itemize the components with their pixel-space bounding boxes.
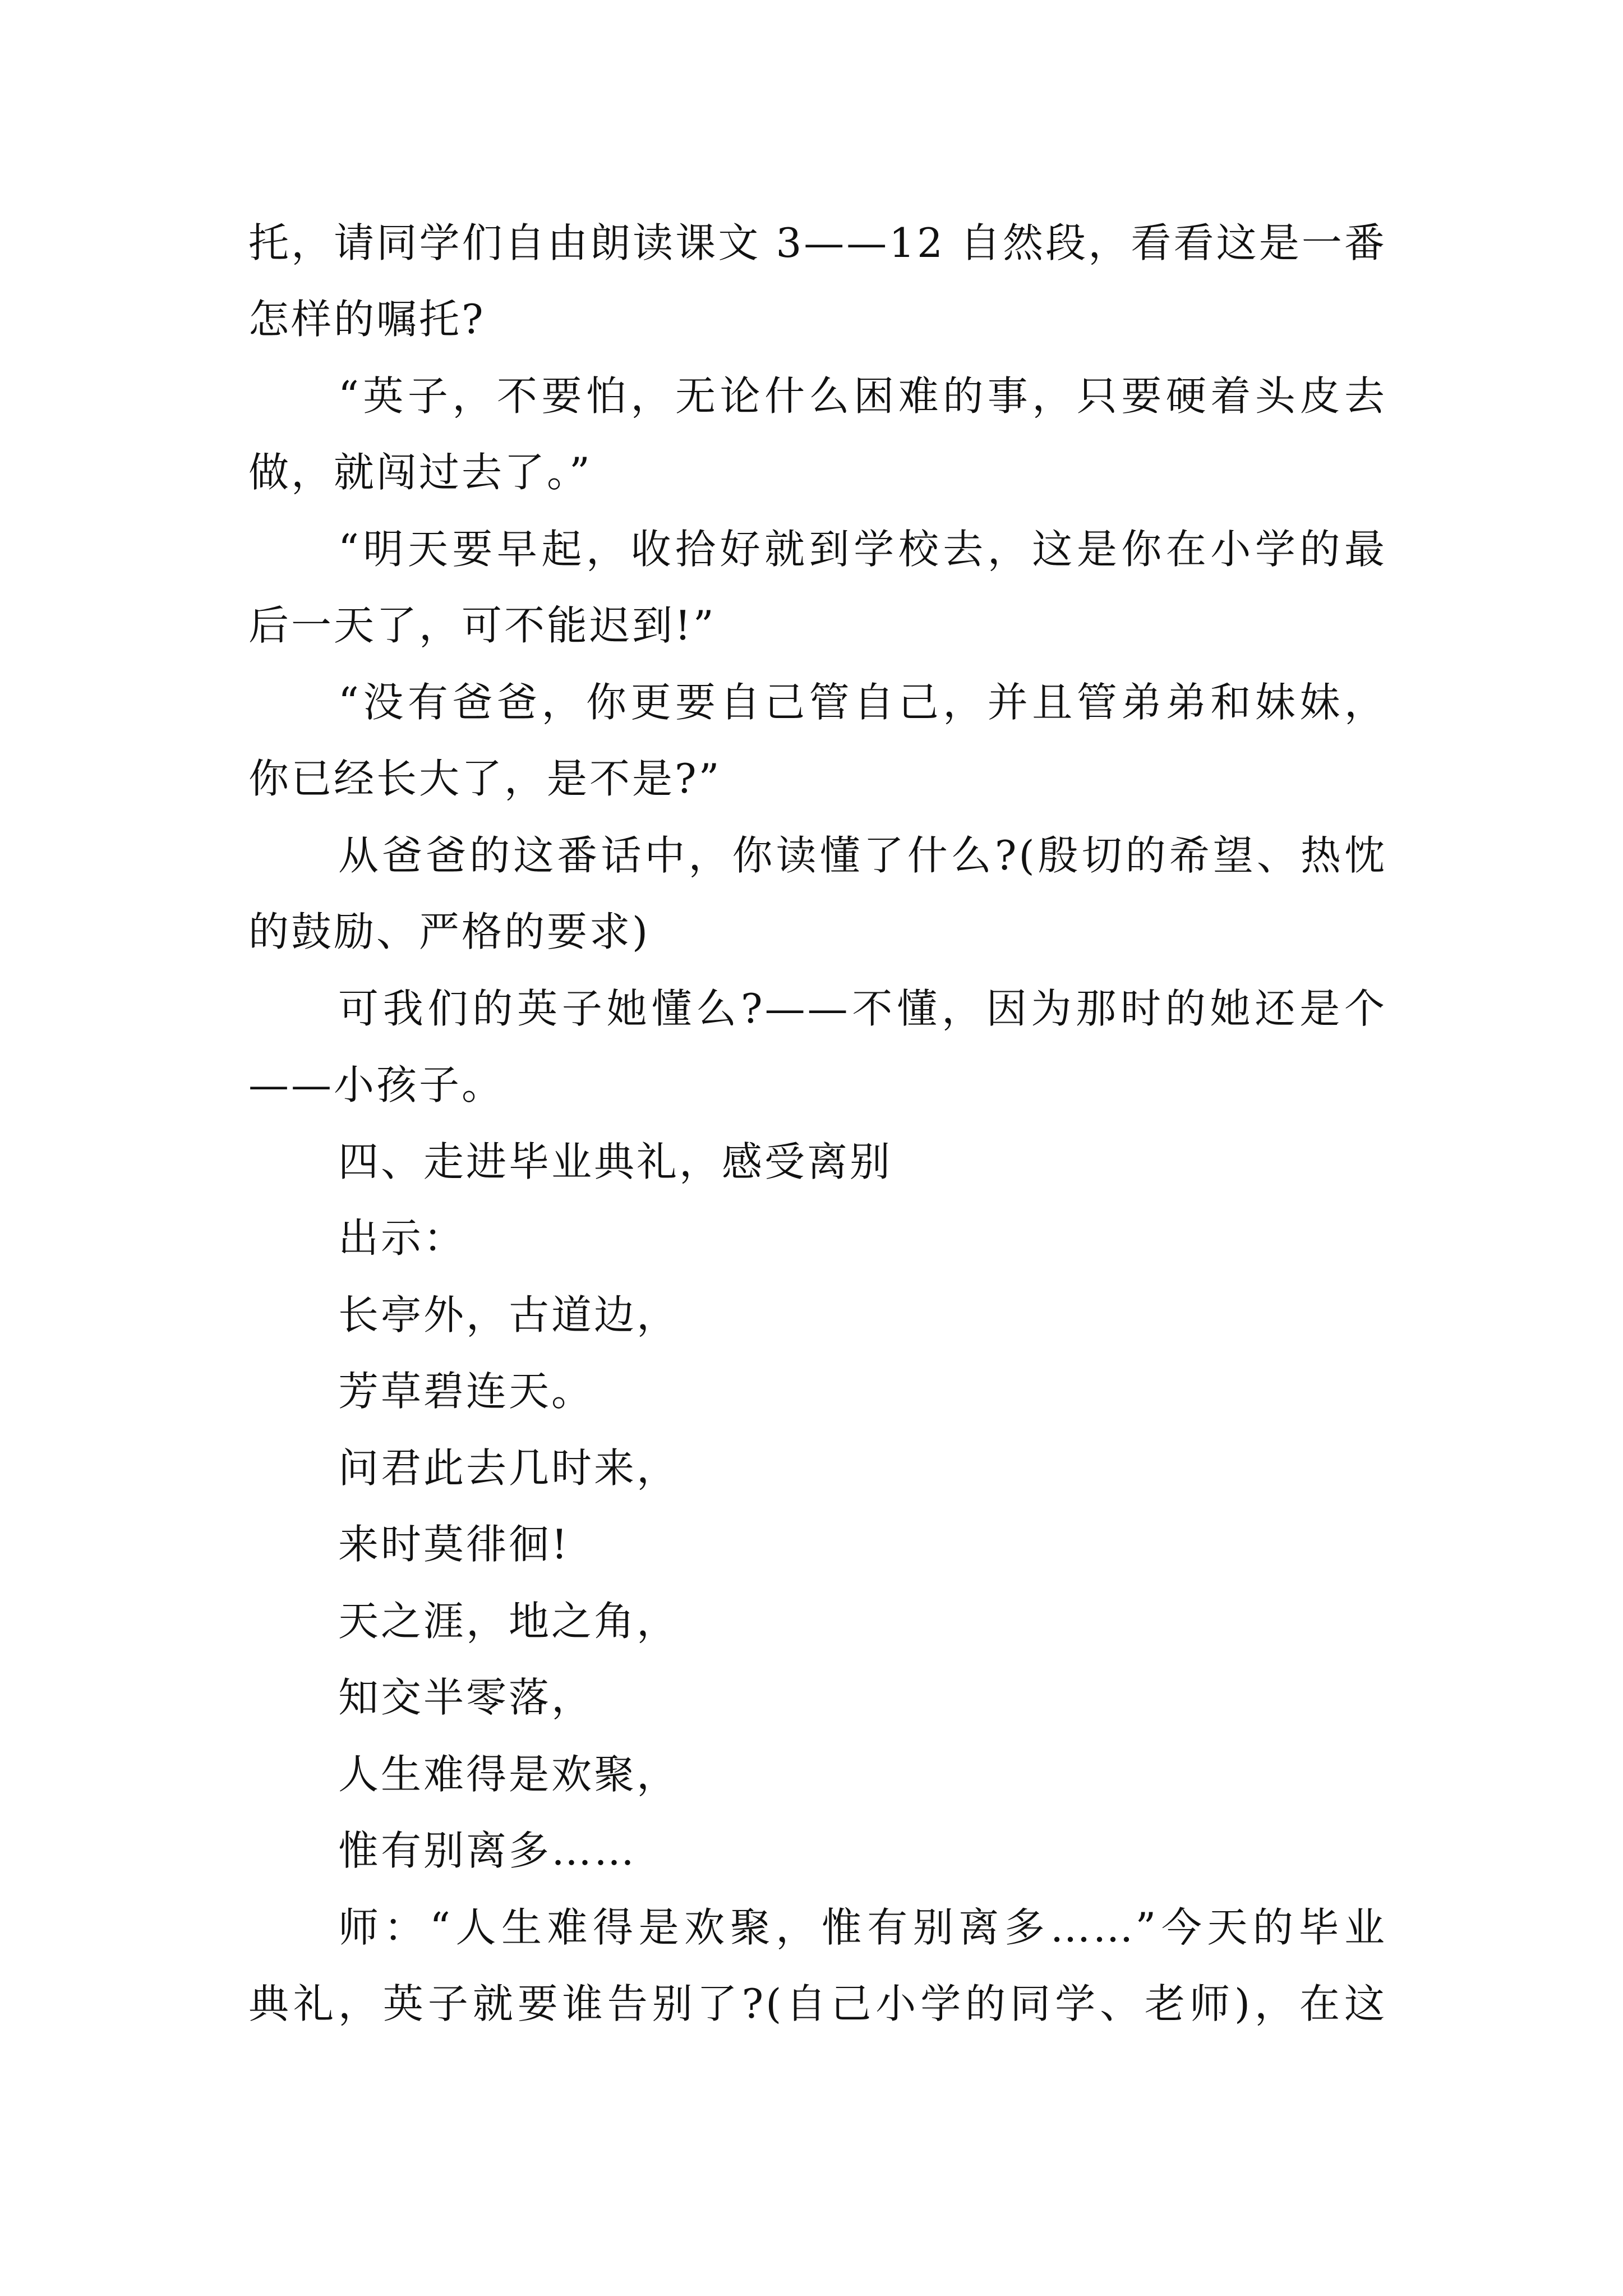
poem-line-5: 天之涯，地之角， [338, 1598, 680, 1645]
text-line-8: 你已经长大了，是不是?” [248, 755, 722, 802]
section-heading: 四、走进毕业典礼，感受离别 [338, 1138, 893, 1185]
text-line-12: ——小孩子。 [248, 1061, 505, 1108]
text-line-23: 师：“人生难得是欢聚，惟有别离多……”今天的毕业 [338, 1904, 1387, 1951]
text-line-24: 典礼，英子就要谁告别了?(自己小学的同学、老师)，在这 [248, 1980, 1387, 2027]
poem-line-3: 问君此去几时来， [338, 1444, 680, 1492]
text-line-4: 做，就闯过去了。” [248, 449, 592, 496]
text-line-9: 从爸爸的这番话中，你读懂了什么?(殷切的希望、热忱 [338, 832, 1387, 879]
text-line-6: 后一天了，可不能迟到!” [248, 602, 716, 649]
text-line-14: 出示： [338, 1214, 467, 1262]
text-line-10: 的鼓励、严格的要求) [248, 908, 651, 955]
poem-line-1: 长亭外，古道边， [338, 1291, 680, 1338]
text-line-2: 怎样的嘱托? [248, 296, 486, 343]
text-line-7: “没有爸爸，你更要自己管自己，并且管弟弟和妹妹， [338, 679, 1387, 726]
poem-line-7: 人生难得是欢聚， [338, 1751, 680, 1798]
poem-line-2: 芳草碧连天。 [338, 1368, 594, 1415]
poem-line-8: 惟有别离多…… [338, 1827, 637, 1874]
text-line-1: 托，请同学们自由朗读课文 3——12 自然段，看看这是一番 [248, 219, 1387, 266]
poem-line-4: 来时莫徘徊! [338, 1521, 570, 1568]
text-line-11: 可我们的英子她懂么?——不懂，因为那时的她还是个 [338, 985, 1387, 1032]
text-line-5: “明天要早起，收拾好就到学校去，这是你在小学的最 [338, 526, 1387, 573]
text-line-3: “英子，不要怕，无论什么困难的事，只要硬着头皮去 [338, 372, 1387, 420]
poem-line-6: 知交半零落， [338, 1674, 594, 1721]
